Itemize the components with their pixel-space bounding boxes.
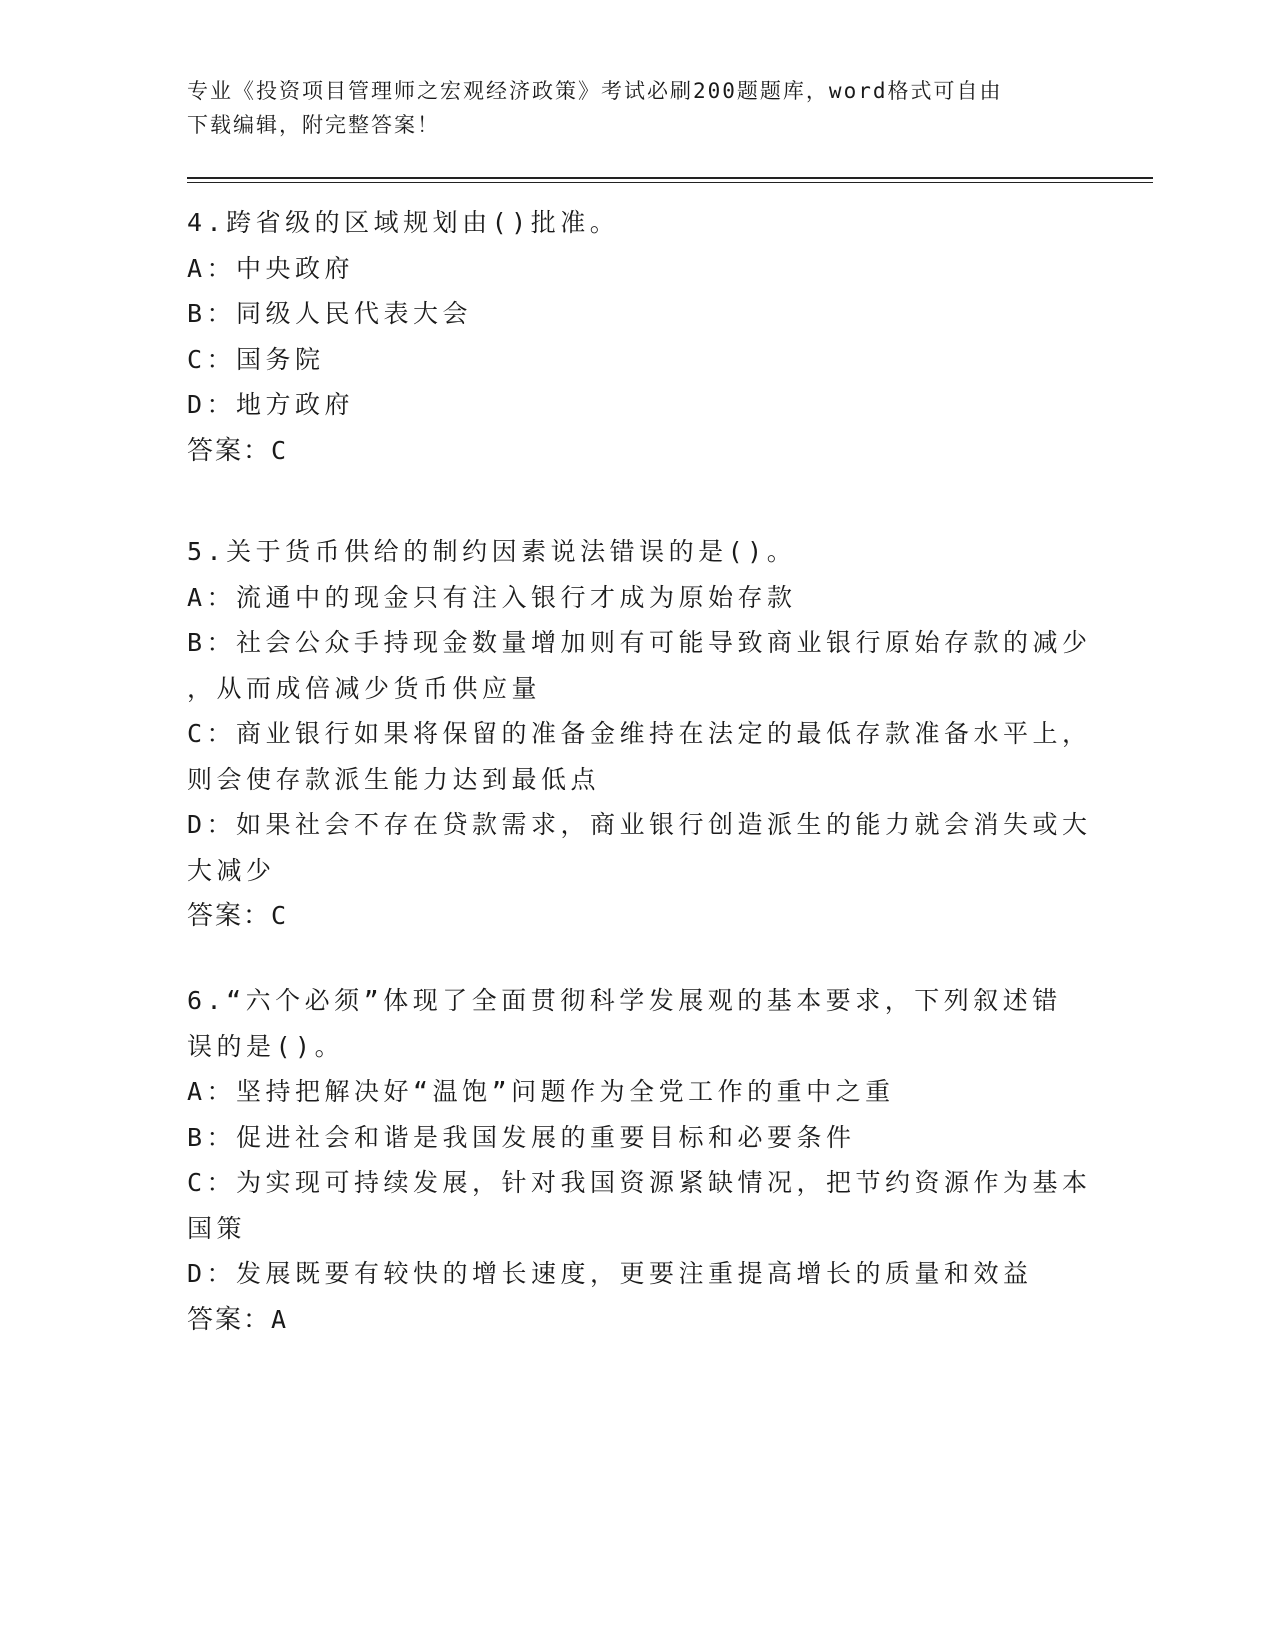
answer-label: 答案： <box>187 1304 272 1335</box>
question-stem: 6.“六个必须”体现了全面贯彻科学发展观的基本要求，下列叙述错 <box>187 986 1062 1015</box>
answer-label: 答案： <box>187 901 272 931</box>
option-a: A：中央政府 <box>187 253 355 283</box>
option-c: C：商业银行如果将保留的准备金维持在法定的最低存款准备水平上， <box>187 719 1092 748</box>
option-b: B：同级人民代表大会 <box>187 299 473 328</box>
document-header <box>187 74 1067 142</box>
option-d-continued: 大减少 <box>187 855 276 885</box>
answer-value: C <box>271 435 289 465</box>
question-stem: 4.跨省级的区域规划由()批准。 <box>187 208 620 237</box>
option-a: A：坚持把解决好“温饱”问题作为全党工作的重中之重 <box>187 1077 895 1106</box>
question-4 <box>187 200 1087 474</box>
option-c: C：国务院 <box>187 344 325 374</box>
option-c-continued: 则会使存款派生能力达到最低点 <box>187 764 601 794</box>
option-b: B：社会公众手持现金数量增加则有可能导致商业银行原始存款的减少 <box>187 628 1092 657</box>
answer-label: 答案： <box>187 435 272 466</box>
question-5 <box>187 529 1092 940</box>
answer-line <box>187 1297 1087 1344</box>
header-divider-thin <box>187 182 1153 183</box>
option-c: C：为实现可持续发展，针对我国资源紧缺情况，把节约资源作为基本 <box>187 1168 1092 1197</box>
question-6 <box>187 978 1092 1343</box>
option-c-continued: 国策 <box>187 1213 247 1243</box>
question-stem-continued: 误的是()。 <box>187 1031 345 1061</box>
answer-line <box>187 428 1087 475</box>
option-b: B：促进社会和谐是我国发展的重要目标和必要条件 <box>187 1122 856 1152</box>
answer-value: C <box>271 901 289 930</box>
answer-line <box>187 893 1087 940</box>
option-b-continued: ，从而成倍减少货币供应量 <box>187 673 542 703</box>
option-a: A：流通中的现金只有注入银行才成为原始存款 <box>187 582 797 612</box>
question-stem: 5.关于货币供给的制约因素说法错误的是()。 <box>187 537 797 566</box>
option-d: D：发展既要有较快的增长速度，更要注重提高增长的质量和效益 <box>187 1259 1033 1288</box>
option-d: D：地方政府 <box>187 390 355 419</box>
header-line-2: 下载编辑，附完整答案！ <box>187 113 440 137</box>
answer-value: A <box>271 1304 289 1334</box>
header-line-1: 专业《投资项目管理师之宏观经济政策》考试必刷200题题库，word格式可自由 <box>187 79 1003 103</box>
header-divider-thick <box>187 177 1153 179</box>
option-d: D：如果社会不存在贷款需求，商业银行创造派生的能力就会消失或大 <box>187 810 1092 839</box>
